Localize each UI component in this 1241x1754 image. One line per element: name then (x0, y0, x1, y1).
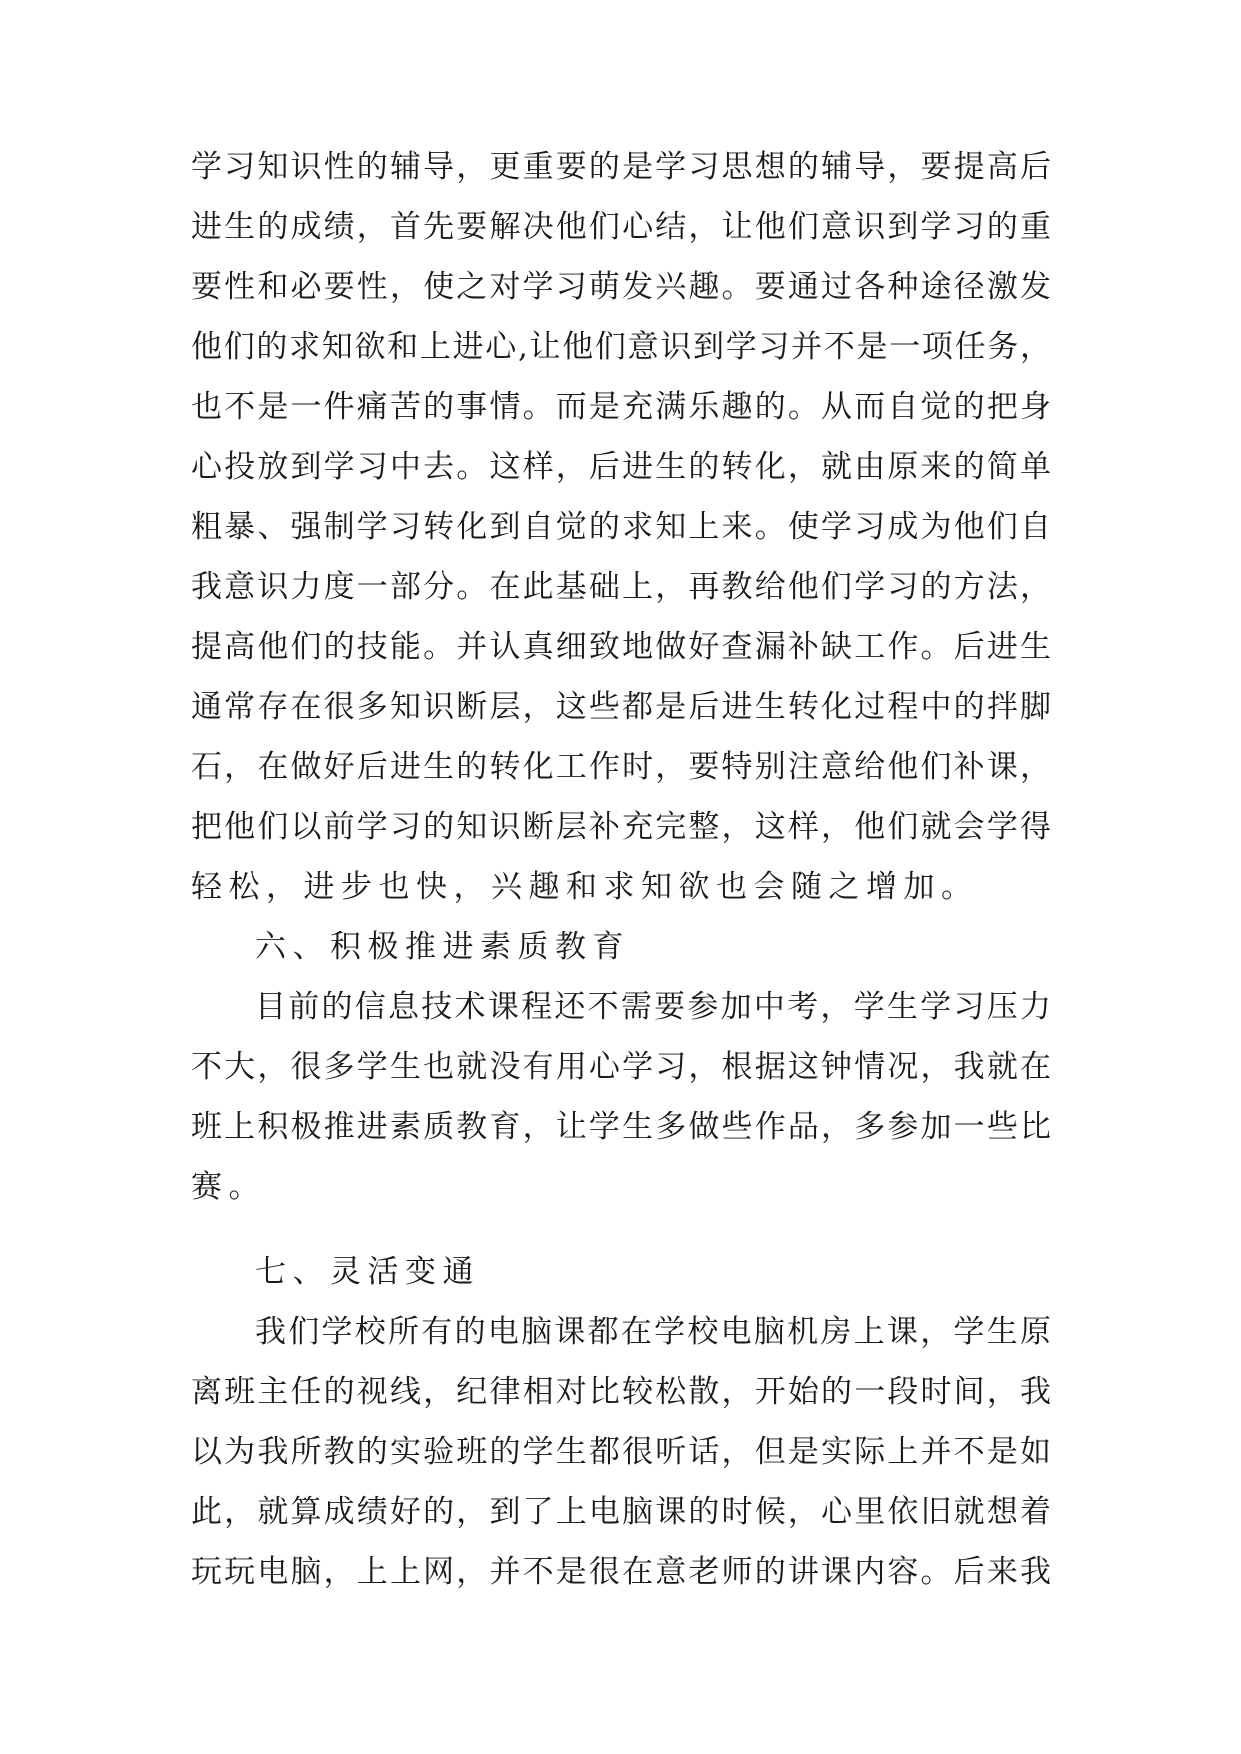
paragraph-gap (191, 1217, 1051, 1242)
paragraph-line: 通常存在很多知识断层，这些都是后进生转化过程中的拌脚 (191, 689, 1051, 725)
paragraph-line: 提高他们的技能。并认真细致地做好查漏补缺工作。后进生 (191, 629, 1051, 665)
paragraph-line: 赛。 (191, 1169, 266, 1205)
section-heading: 七、灵活变通 (255, 1254, 480, 1290)
paragraph-line: 我意识力度一部分。在此基础上，再教给他们学习的方法， (191, 569, 1051, 605)
paragraph-line: 学习知识性的辅导，更重要的是学习思想的辅导，要提高后 (191, 149, 1051, 185)
paragraph-line: 离班主任的视线，纪律相对比较松散，开始的一段时间，我 (191, 1374, 1051, 1410)
paragraph-line: 石，在做好后进生的转化工作时，要特别注意给他们补课， (191, 749, 1051, 785)
paragraph-line: 也不是一件痛苦的事情。而是充满乐趣的。从而自觉的把身 (191, 389, 1051, 425)
paragraph-line: 玩玩电脑，上上网，并不是很在意老师的讲课内容。后来我 (191, 1554, 1051, 1590)
paragraph-line: 粗暴、强制学习转化到自觉的求知上来。使学习成为他们自 (191, 509, 1051, 545)
body-text (191, 137, 1051, 1602)
paragraph-line: 不大，很多学生也就没有用心学习，根据这钟情况，我就在 (191, 1049, 1051, 1085)
paragraph-line: 以为我所教的实验班的学生都很听话，但是实际上并不是如 (191, 1434, 1051, 1470)
paragraph-line: 目前的信息技术课程还不需要参加中考，学生学习压力 (255, 989, 1051, 1025)
paragraph-line: 他们的求知欲和上进心,让他们意识到学习并不是一项任务， (191, 329, 1051, 365)
paragraph-line: 班上积极推进素质教育，让学生多做些作品，多参加一些比 (191, 1109, 1051, 1145)
paragraph-line: 进生的成绩，首先要解决他们心结，让他们意识到学习的重 (191, 209, 1051, 245)
paragraph-line: 要性和必要性，使之对学习萌发兴趣。要通过各种途径激发 (191, 269, 1051, 305)
paragraph-line: 此，就算成绩好的，到了上电脑课的时候，心里依旧就想着 (191, 1494, 1051, 1530)
paragraph-line: 轻松，进步也快，兴趣和求知欲也会随之增加。 (191, 869, 979, 905)
section-heading: 六、积极推进素质教育 (255, 929, 630, 965)
paragraph-line: 我们学校所有的电脑课都在学校电脑机房上课，学生原 (255, 1314, 1051, 1350)
paragraph-line: 心投放到学习中去。这样，后进生的转化，就由原来的简单 (191, 449, 1051, 485)
paragraph-line: 把他们以前学习的知识断层补充完整，这样，他们就会学得 (191, 809, 1051, 845)
